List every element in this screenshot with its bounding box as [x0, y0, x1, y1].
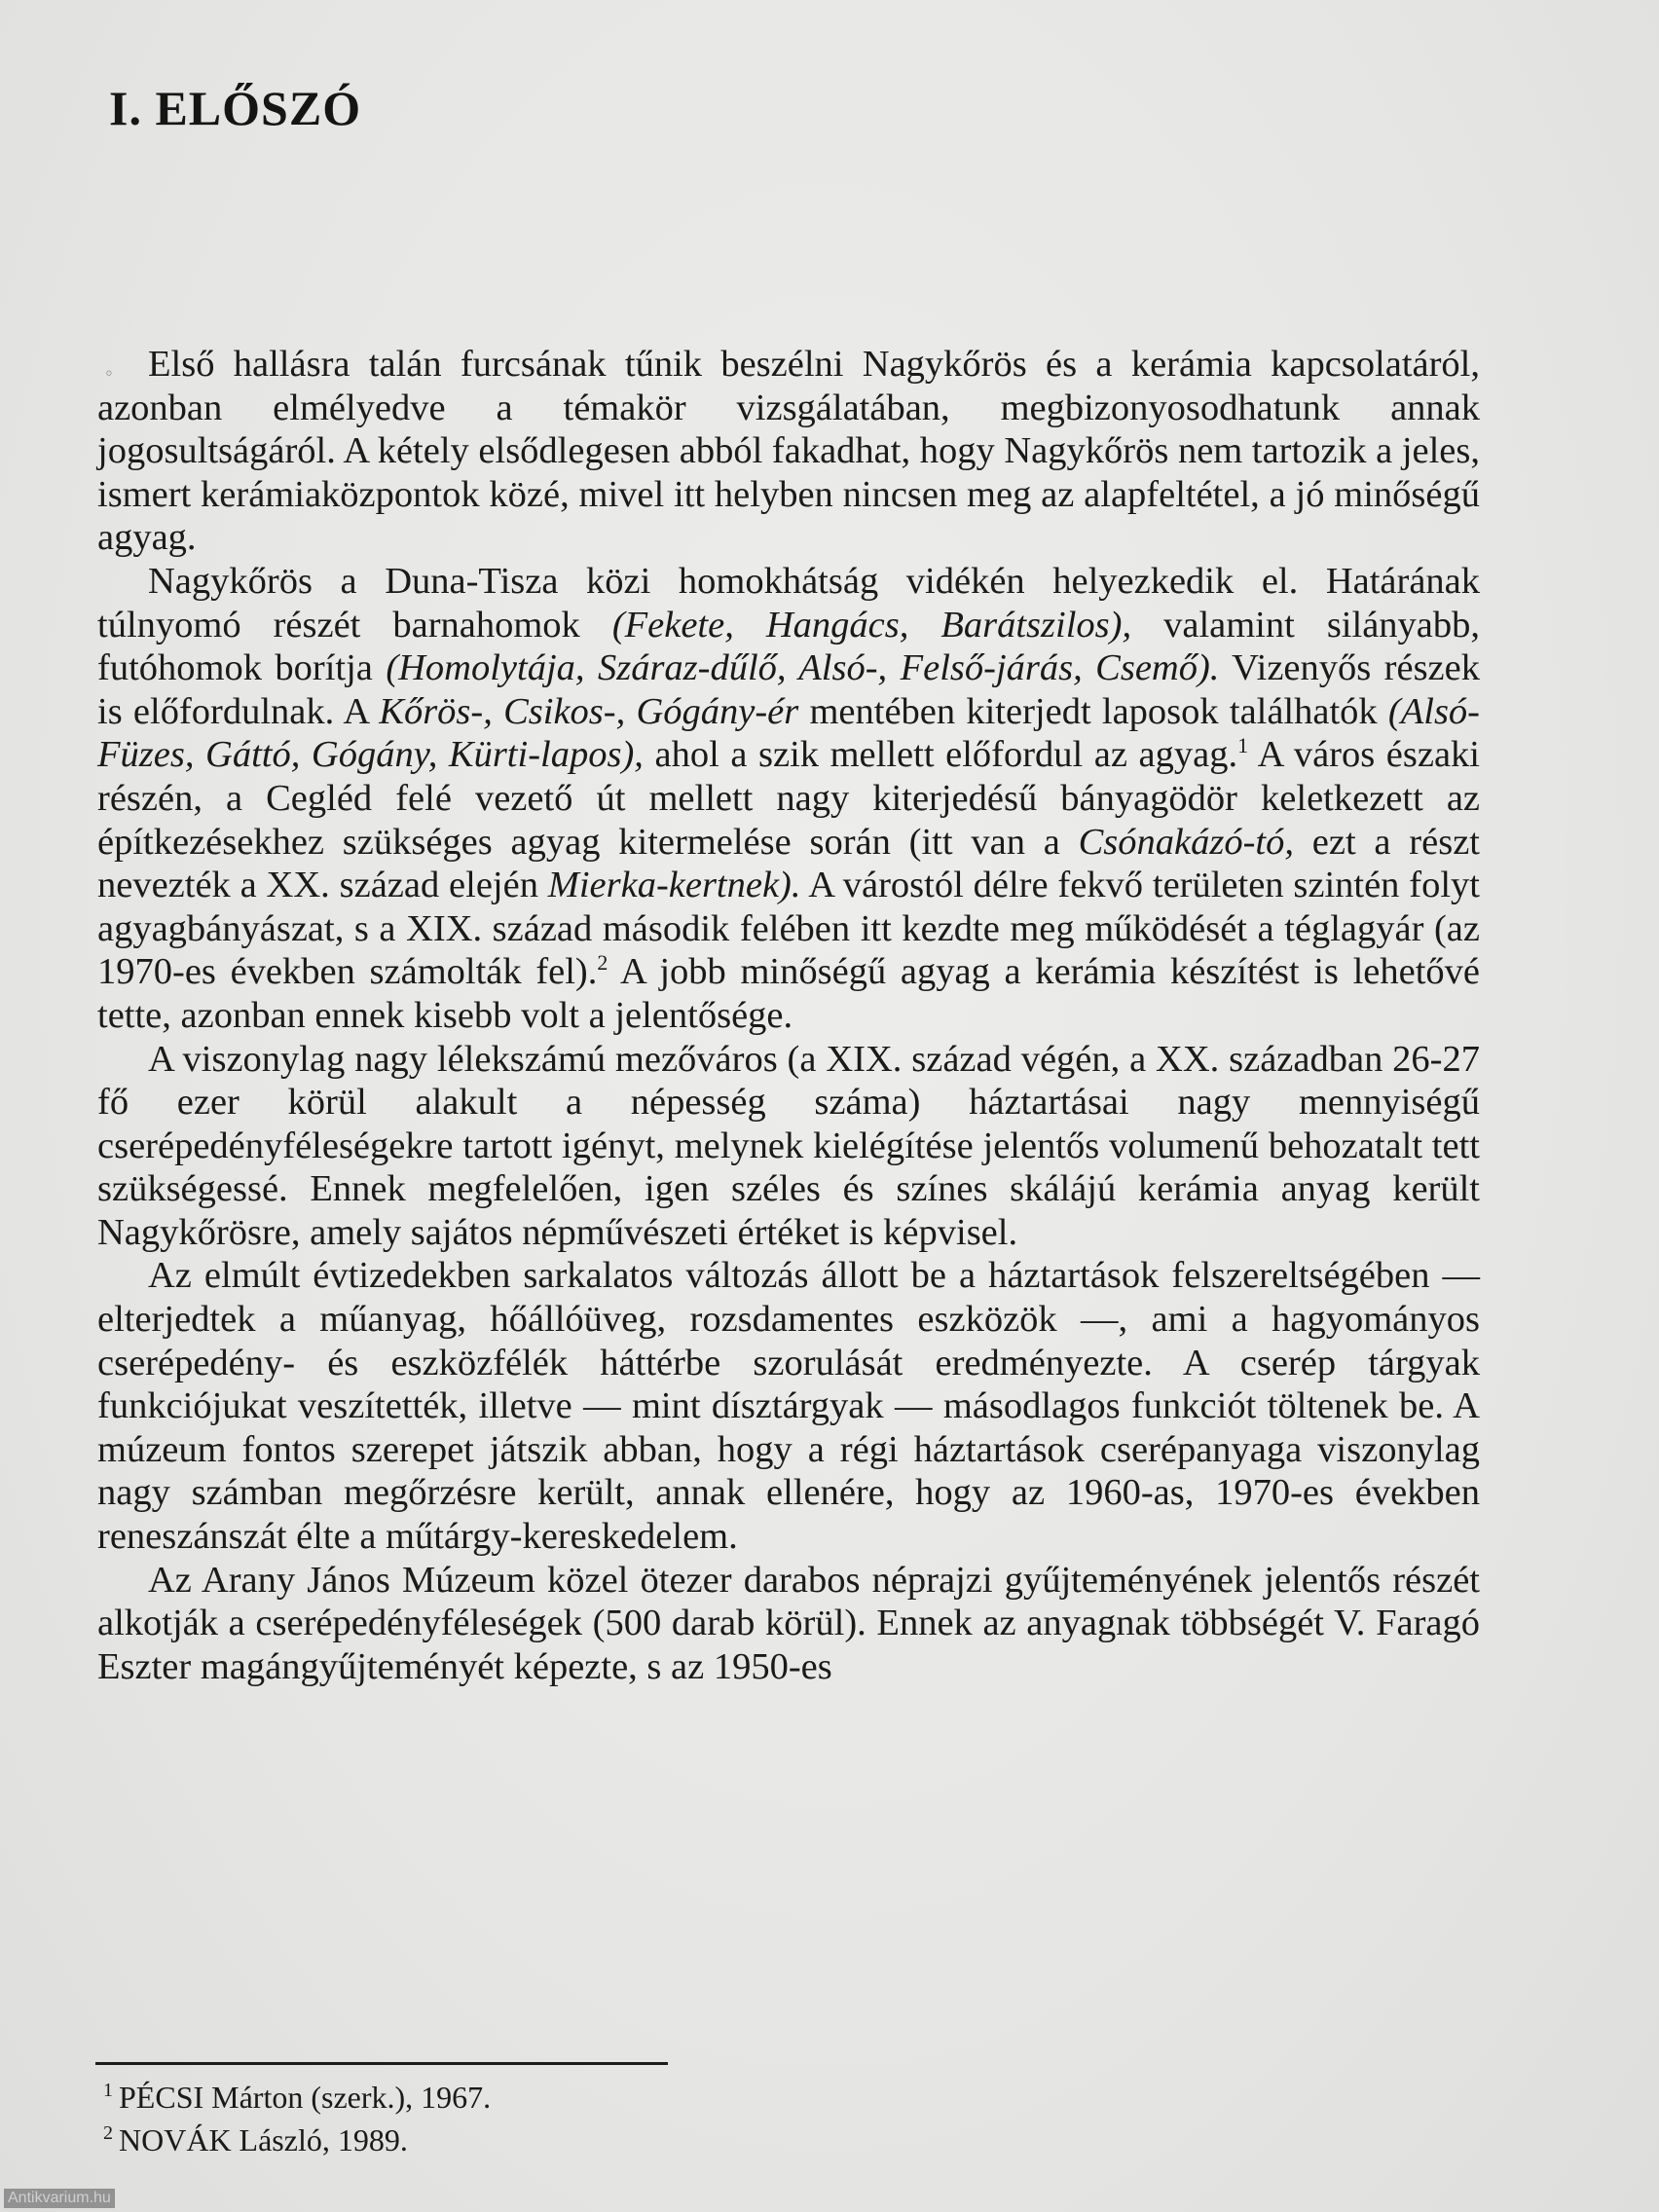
- text-segment: ezt a részt nevezték a XX. század elején: [97, 821, 1480, 906]
- italic-text: (Homolytája, Száraz-dűlő, Alsó-, Felső-járás, Csemő).: [386, 647, 1220, 689]
- text-segment: valamint silányabb, futóhomok borítja: [97, 604, 1480, 689]
- paragraph: [97, 1038, 1480, 1255]
- footnote-divider: [95, 2062, 668, 2065]
- italic-text: Csónakázó-tó,: [1078, 821, 1294, 863]
- footnote-ref: 2: [597, 950, 608, 976]
- paragraph: [97, 1254, 1480, 1558]
- footnote-number: 1: [103, 2080, 113, 2102]
- text-segment: Az elmúlt évtizedekben sarkalatos változás állott be a háztartások felszereltségében — elterjedtek a műanyag, hőállóüveg, rozsdamentes eszközök —, ami a hagyományos cserépedény- és eszközfélék háttérbe szorulását eredményezte. A cserép tárgyak funkciójukat veszítették, illetve — mint dísztárgyak — másodlagos funkciót töltenek be. A múzeum fontos szerepet játszik abban, hogy a régi háztartások cserépanyaga viszonylag nagy számban megőrzésre került, annak ellenére, hogy az 1960-as, 1970-es években reneszánszát élte a műtárgy-kereskedelem.: [97, 1255, 1480, 1558]
- text-segment: mentében kiterjedt laposok találhatók: [798, 690, 1388, 732]
- text-segment: A várostól délre fekvő területen szintén folyt agyagbányászat, s a XIX. század második felében itt kezdte meg működését a téglagyár (az 1970-es években számolták fel).: [97, 865, 1480, 993]
- italic-text: Mierka-kertnek).: [547, 865, 801, 906]
- footnote-text: PÉCSI Márton (szerk.), 1967.: [119, 2080, 492, 2115]
- body-text: [97, 343, 1480, 1688]
- italic-text: (Alsó-Füzes, Gáttó, Gógány, Kürti-lapos),: [97, 690, 1480, 776]
- text-segment: Az Arany János Múzeum közel ötezer darabos néprajzi gyűjteményének jelentős részét alkotják a cserépedényféleségek (500 darab körül). Ennek az anyagnak többségét V. Faragó Eszter magángyűjteményét képezte, s az 1950-es: [97, 1559, 1480, 1687]
- text-segment: Nagykőrös a Duna-Tisza közi homokhátság vidékén helyezkedik el. Határának túlnyomó részét barnahomok: [97, 560, 1480, 645]
- text-segment: Első hallásra talán furcsának tűnik beszélni Nagykőrös és a kerámia kapcsolatáról, azonban elmélyedve a témakör vizsgálatában, megbizonyosodhatunk annak jogosultságáról. A kétely elsődlegesen abból fakadhat, hogy Nagykőrös nem tartozik a jeles, ismert kerámiaközpontok közé, mivel itt helyben nincsen meg az alapfeltétel, a jó minőségű agyag.: [97, 344, 1480, 559]
- footnotes: [103, 2076, 491, 2161]
- paragraph: [97, 343, 1480, 560]
- footnote-number: 2: [103, 2122, 113, 2145]
- text-segment: Vizenyős részek is előfordulnak. A: [97, 647, 1480, 732]
- footnote: [103, 2119, 491, 2161]
- text-segment: A jobb minőségű agyag a kerámia készítést is lehetővé tette, azonban ennek kisebb volt a jelentősége.: [97, 951, 1481, 1036]
- paragraph: [97, 1559, 1480, 1689]
- footnote-text: NOVÁK László, 1989.: [119, 2122, 408, 2157]
- chapter-title: I. ELŐSZÓ: [109, 81, 362, 135]
- footnote-ref: 1: [1237, 733, 1249, 758]
- italic-text: (Fekete, Hangács, Barátszilos),: [611, 604, 1132, 645]
- text-segment: A viszonylag nagy lélekszámú mezőváros (a XIX. század végén, a XX. században 26-27 fő ezer körül alakult a népesség száma) háztartásai nagy mennyiségű cserépedényféleségekre tartott igényt, melynek kielégítése jelentős volumenű behozatalt tett szükségessé. Ennek megfelelően, igen széles és színes skálájú kerámia anyag került Nagykőrösre, amely sajátos népművészeti értéket is képvisel.: [97, 1038, 1480, 1253]
- margin-mark: ◦: [105, 360, 113, 385]
- watermark: Antikvarium.hu: [4, 2189, 115, 2208]
- text-segment: A város északi részén, a Cegléd felé vezető út mellett nagy kiterjedésű bányagödör keletkezett az építkezésekhez szükséges agyag kitermelése során (itt van a: [97, 734, 1481, 863]
- italic-text: Kőrös-, Csikos-, Gógány-ér: [379, 690, 799, 732]
- paragraph: [97, 560, 1480, 1038]
- footnote: [103, 2076, 491, 2119]
- text-segment: ahol a szik mellett előfordul az agyag.: [643, 734, 1238, 776]
